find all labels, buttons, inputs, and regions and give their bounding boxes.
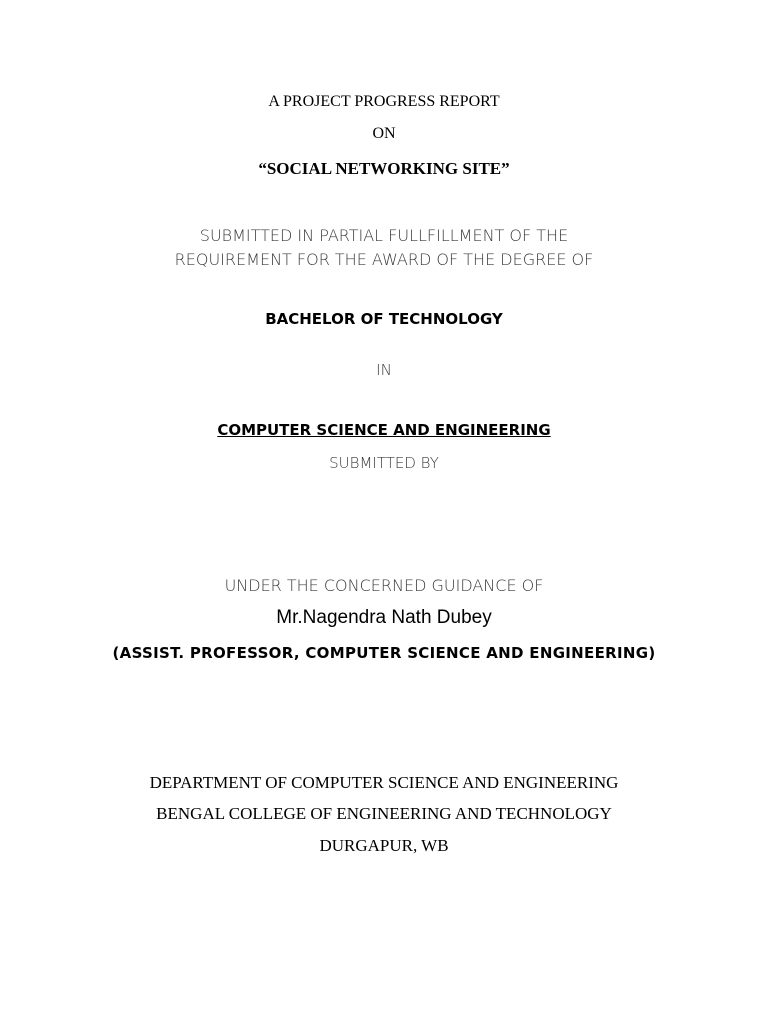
degree-name: BACHELOR OF TECHNOLOGY xyxy=(265,310,503,328)
report-heading: A PROJECT PROGRESS REPORT xyxy=(268,93,500,110)
project-name: “SOCIAL NETWORKING SITE” xyxy=(258,159,510,178)
submission-line-1: SUBMITTED IN PARTIAL FULLFILLMENT OF THE xyxy=(199,226,569,245)
guide-name: Mr.Nagendra Nath Dubey xyxy=(276,607,492,628)
guide-title: (ASSIST. PROFESSOR, COMPUTER SCIENCE AND ENGINEERING) xyxy=(112,644,656,662)
college-name: BENGAL COLLEGE OF ENGINEERING AND TECHNOLOGY xyxy=(156,804,612,823)
discipline-name: COMPUTER SCIENCE AND ENGINEERING xyxy=(217,421,551,439)
report-on-label: ON xyxy=(372,125,396,142)
submitted-by-label: SUBMITTED BY xyxy=(329,454,439,472)
college-location: DURGAPUR, WB xyxy=(319,836,449,855)
submission-line-2: REQUIREMENT FOR THE AWARD OF THE DEGREE OF xyxy=(174,250,594,269)
department-name: DEPARTMENT OF COMPUTER SCIENCE AND ENGINEERING xyxy=(149,773,619,792)
guidance-label: UNDER THE CONCERNED GUIDANCE OF xyxy=(224,576,544,595)
in-label: IN xyxy=(376,361,392,379)
